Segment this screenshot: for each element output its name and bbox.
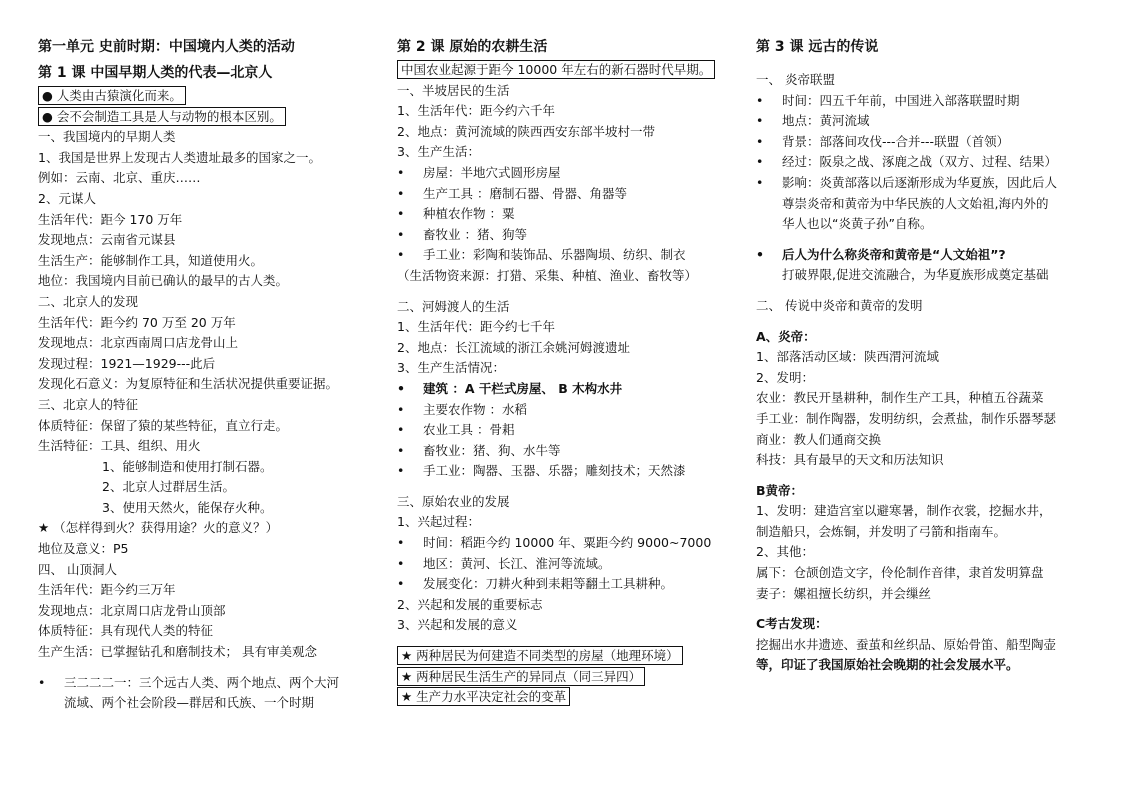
text-line: 地位及意义：P5	[38, 541, 129, 557]
text-line: 3、生产生活情况：	[397, 360, 505, 376]
text-line: 生活特征：工具、组织、用火	[38, 438, 201, 454]
bullet-icon: •	[397, 463, 405, 479]
text-line: 2、北京人过群居生活。	[102, 479, 235, 495]
text-line: 科技：具有最早的天文和历法知识	[756, 452, 944, 468]
key-point-box: ● 人类由古猿演化而来。	[38, 86, 186, 105]
list-item: • 经过：阪泉之战、涿鹿之战（双方、过程、结果）	[756, 152, 1091, 173]
section-heading: 一、我国境内的早期人类	[38, 129, 176, 145]
bullet-icon: •	[397, 164, 405, 180]
text-line: 2、其他：	[756, 544, 814, 560]
section-heading: 四、 山顶洞人	[38, 561, 117, 577]
list-item: • 发展变化：刀耕火种到耒耜等翻土工具耕种。	[397, 574, 742, 595]
section-heading: 三、原始农业的发展	[397, 493, 510, 509]
text-line: 制造船只，会炼铜，并发明了弓箭和指南车。	[756, 523, 1007, 539]
list-item: • 时间：四五千年前，中国进入部落联盟时期	[756, 91, 1091, 112]
bullet-icon: •	[756, 174, 764, 190]
section-heading: 二、 传说中炎帝和黄帝的发明	[756, 297, 923, 313]
list-item	[38, 673, 378, 694]
text-line: 流域、两个社会阶段—群居和氏族、一个时期	[64, 695, 315, 711]
lesson-3-title: 第 3 课 远古的传说	[756, 39, 879, 55]
text-line: 地位：我国境内目前已确认的最早的古人类。	[38, 273, 289, 289]
list-item: • 影响：炎黄部落以后逐渐形成为华夏族，因此后人	[756, 173, 1091, 194]
text-line: 挖掘出水井遗迹、蚕茧和丝织品、原始骨笛、船型陶壶	[756, 636, 1057, 652]
text-line: 1、能够制造和使用打制石器。	[102, 458, 273, 474]
bullet-icon: •	[397, 401, 405, 417]
text-line: （生活物资来源：打猎、采集、种植、渔业、畜牧等）	[397, 267, 698, 283]
text-line: 2、地点：黄河流域的陕西西安东部半坡村一带	[397, 123, 655, 139]
section-heading: 一、半坡居民的生活	[397, 82, 510, 98]
text-line: 三二二二一：三个远古人类、两个地点、两个大河	[64, 674, 340, 690]
text-line: 1、生活年代：距今约六千年	[397, 103, 555, 119]
column-lesson-3	[756, 34, 1091, 676]
text-line: 生活年代：距今约三万年	[38, 582, 176, 598]
list-item: • 时间：稻距今约 10000 年、粟距今约 9000~7000	[397, 533, 742, 554]
text-line: 商业：教人们通商交换	[756, 431, 882, 447]
text-line: 1、我国是世界上发现古人类遗址最多的国家之一。	[38, 149, 321, 165]
text-line: 1、部落活动区域：陕西渭河流域	[756, 349, 939, 365]
text-line: 3、兴起和发展的意义	[397, 617, 518, 633]
text-line: 生活年代：距今约 70 万至 20 万年	[38, 314, 236, 330]
text-line: 发现地点：北京西南周口店龙骨山上	[38, 335, 239, 351]
text-line: 妻子：嫘祖擅长纺织，并会缫丝	[756, 585, 932, 601]
text-line: 2、发明：	[756, 369, 814, 385]
subsection-heading: A、炎帝：	[756, 328, 816, 344]
bullet-icon: •	[756, 92, 764, 108]
bullet-icon: •	[397, 206, 405, 222]
bullet-icon: •	[397, 422, 405, 438]
list-item: • 背景：部落间攻伐---合并---联盟（首领）	[756, 132, 1091, 153]
bullet-icon: •	[756, 246, 764, 262]
section-heading: 三、北京人的特征	[38, 396, 139, 412]
text-line: 华人也以“炎黄子孙”自称。	[782, 216, 933, 232]
section-heading: 一、 炎帝联盟	[756, 72, 835, 87]
text-line: 尊崇炎帝和黄帝为中华民族的人文始祖,海内外的	[782, 195, 1049, 211]
list-item: • 农业工具 ：骨耜	[397, 420, 742, 441]
text-line: 1、生活年代：距今约七千年	[397, 319, 555, 335]
text-line: 2、兴起和发展的重要标志	[397, 596, 543, 612]
list-item: • 后人为什么称炎帝和黄帝是“人文始祖”?	[756, 245, 1091, 266]
key-point-box: ★ 两种居民生活生产的异同点（同三异四）	[397, 667, 645, 686]
list-item: • 房屋：半地穴式圆形房屋	[397, 163, 742, 184]
bullet-icon: •	[397, 535, 405, 551]
text-line: 生活年代：距今 170 万年	[38, 211, 183, 227]
section-heading: 二、北京人的发现	[38, 293, 139, 309]
text-line: 发现过程：1921—1929---此后	[38, 355, 216, 371]
text-line: 等，印证了我国原始社会晚期的社会发展水平。	[756, 657, 1019, 673]
list-item: • 种植农作物 ：粟	[397, 204, 742, 225]
bullet-icon: •	[397, 185, 405, 201]
subsection-heading: C考古发现：	[756, 616, 828, 632]
section-heading: 二、河姆渡人的生活	[397, 298, 510, 314]
bullet-icon: •	[397, 380, 405, 396]
bullet-icon: •	[397, 576, 405, 592]
bullet-icon: •	[756, 133, 764, 149]
text-line: 例如：云南、北京、重庆……	[38, 170, 201, 186]
key-point-box: 中国农业起源于距今 10000 年左右的新石器时代早期。	[397, 60, 715, 79]
list-item: • 地点：黄河流域	[756, 111, 1091, 132]
text-line: 生产生活：已掌握钻孔和磨制技术； 具有审美观念	[38, 644, 317, 660]
text-line: 农业：教民开垦耕种，制作生产工具，种植五谷蔬菜	[756, 390, 1044, 406]
text-line: 2、地点：长江流域的浙江余姚河姆渡遗址	[397, 339, 630, 355]
key-point-box: ● 会不会制造工具是人与动物的根本区别。	[38, 107, 286, 126]
bullet-icon: •	[397, 555, 405, 571]
list-item: • 建筑 ：A 干栏式房屋、 B 木构水井	[397, 379, 742, 400]
column-lesson-2	[397, 34, 742, 708]
subsection-heading: B黄帝：	[756, 482, 804, 498]
text-line: 属下：仓颉创造文字，伶伦制作音律，隶首发明算盘	[756, 565, 1044, 581]
lesson-2-title: 第 2 课 原始的农耕生活	[397, 39, 548, 55]
list-item: • 畜牧业 ：猪、狗等	[397, 225, 742, 246]
text-line: 1、发明：建造宫室以避寒暑，制作衣裳，挖掘水井，	[756, 503, 1052, 519]
text-line: 体质特征：具有现代人类的特征	[38, 623, 214, 639]
text-line: 2、元谋人	[38, 190, 96, 206]
text-line: 体质特征：保留了猿的某些特征，直立行走。	[38, 417, 289, 433]
lesson-1-title: 第 1 课 中国早期人类的代表—北京人	[38, 65, 273, 81]
unit-title: 第一单元 史前时期：中国境内人类的活动	[38, 39, 295, 55]
bullet-icon: •	[397, 247, 405, 263]
text-line: 3、生产生活：	[397, 144, 480, 160]
list-item: • 地区：黄河、长江、淮河等流域。	[397, 554, 742, 575]
bullet-icon: •	[397, 226, 405, 242]
text-line: 发现地点：云南省元谋县	[38, 232, 176, 248]
list-item: • 手工业：陶器、玉器、乐器；雕刻技术；天然漆	[397, 461, 742, 482]
column-lesson-1	[38, 34, 378, 714]
text-line: ★ （怎样得到火？获得用途？火的意义？）	[38, 520, 279, 536]
list-item: • 主要农作物 ：水稻	[397, 400, 742, 421]
text-line: 生活生产：能够制作工具，知道使用火。	[38, 252, 264, 268]
bullet-icon: •	[756, 154, 764, 170]
key-point-box: ★ 两种居民为何建造不同类型的房屋（地理环境）	[397, 646, 683, 665]
key-point-box: ★ 生产力水平决定社会的变革	[397, 687, 570, 706]
bullet-icon: •	[756, 113, 764, 129]
text-line: 发现地点：北京周口店龙骨山顶部	[38, 602, 226, 618]
bullet-icon: •	[38, 674, 46, 690]
text-line: 打破界限,促进交流融合，为华夏族形成奠定基础	[782, 267, 1049, 283]
text-line: 手工业：制作陶器，发明纺织，会煮盐，制作乐器琴瑟	[756, 410, 1057, 426]
text-line: 3、使用天然火，能保存火种。	[102, 499, 273, 515]
list-item: • 畜牧业：猪、狗、水牛等	[397, 441, 742, 462]
text-line: 1、兴起过程：	[397, 514, 480, 530]
list-item: • 生产工具 ：磨制石器、骨器、角器等	[397, 184, 742, 205]
list-item: • 手工业：彩陶和装饰品、乐器陶埙、纺织、制衣	[397, 245, 742, 266]
text-line: 发现化石意义：为复原特征和生活状况提供重要证据。	[38, 376, 339, 392]
bullet-icon: •	[397, 442, 405, 458]
